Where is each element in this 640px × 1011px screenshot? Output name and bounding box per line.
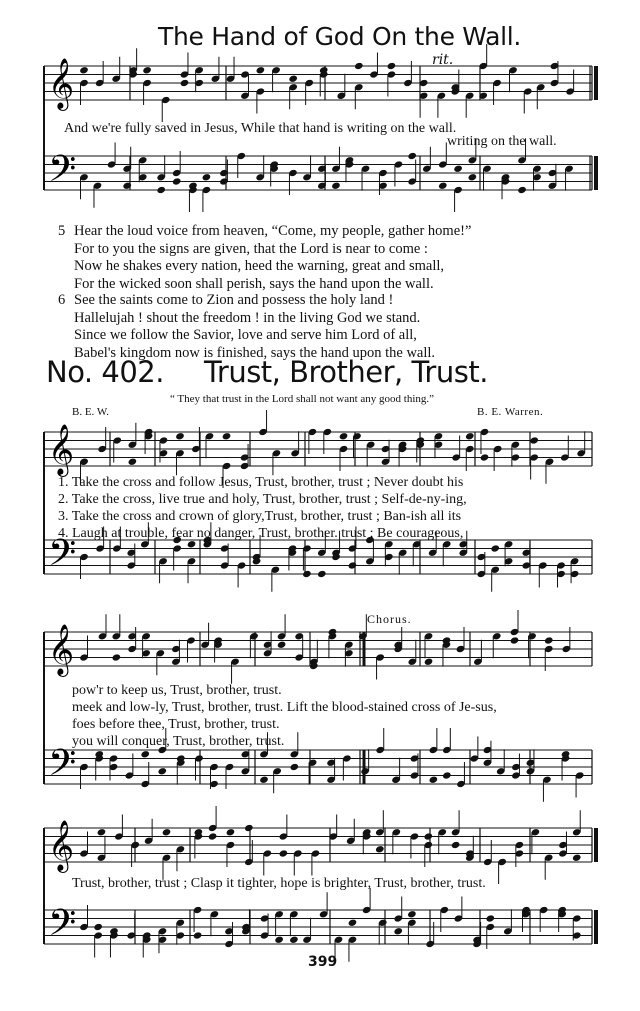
bass-clef: 𝄢 — [48, 742, 77, 793]
stanza-line: Now he shakes every nation, heed the warning, great and small, — [74, 258, 445, 274]
note-head — [544, 636, 554, 644]
note-head — [375, 845, 385, 853]
stanza-number: 6 — [58, 292, 66, 308]
verse-line: pow'r to keep us, Trust, brother, trust. — [72, 683, 282, 698]
note-head — [465, 432, 475, 440]
note-head — [485, 914, 495, 922]
lyric-echo: writing on the wall. — [447, 134, 557, 149]
note-head — [202, 173, 212, 181]
note-head — [180, 79, 190, 87]
stanza-5 — [58, 223, 471, 293]
page-number: 399 — [308, 954, 338, 970]
note-head — [274, 936, 284, 944]
note-head — [423, 832, 433, 840]
note-head — [290, 763, 300, 771]
note-head — [259, 776, 269, 784]
stanza-line: Since we follow the Savior, love and serve him Lord of all, — [74, 327, 417, 343]
lyricist: B. E. W. — [72, 406, 109, 418]
note-head — [453, 165, 463, 173]
stanza-line: See the saints come to Zion and possess the holy land ! — [74, 292, 394, 308]
verse-line: foes before thee, Trust, brother, trust. — [72, 717, 280, 732]
note-head — [226, 828, 236, 836]
note-head — [162, 828, 172, 836]
verse-line: 1. Take the cross and follow Jesus, Trust, brother, trust ; Never doubt his — [58, 475, 464, 490]
previous-hymn-title: The Hand of God On the Wall. — [158, 22, 522, 51]
verse-block-1 — [58, 474, 467, 542]
note-head — [339, 432, 349, 440]
note-head — [407, 152, 417, 160]
tempo-mark: rit. — [432, 52, 454, 68]
chorus-line: Trust, brother, trust ; Clasp it tighter, hope is brighter, Trust, brother, trust. — [72, 876, 486, 891]
note-head — [193, 931, 203, 939]
note-head — [317, 570, 327, 578]
epigraph: “ They that trust in the Lord shall not want any good thing.” — [170, 393, 435, 405]
note-head — [468, 173, 478, 181]
note-head — [424, 658, 434, 666]
verse-line: you will conquer, Trust, brother, trust. — [72, 734, 285, 749]
hymn-heading — [46, 355, 488, 389]
verse-line: 4. Laugh at trouble, fear no danger, Trust, brother. trust ; Be courageous, — [58, 526, 464, 541]
note-head — [510, 636, 520, 644]
note-head — [331, 182, 341, 190]
bass-clef: 𝄢 — [48, 532, 77, 583]
note-head — [256, 66, 266, 74]
note-head — [172, 177, 182, 185]
chorus-label: Chorus. — [367, 612, 412, 626]
note-head — [490, 544, 500, 552]
stanza-line: For the wicked soon shall perish, says the hand upon the wall. — [74, 275, 434, 292]
note-head — [142, 66, 152, 74]
note-head — [277, 641, 287, 649]
note-head — [480, 453, 490, 461]
note-head — [451, 841, 461, 849]
note-head — [429, 776, 439, 784]
stanza-line: Babel's kingdom now is finished, says the hand upon the wall. — [74, 344, 436, 361]
note-head — [442, 771, 452, 779]
treble-clef: 𝄞 — [48, 820, 75, 871]
note-head — [175, 432, 185, 440]
note-head — [244, 824, 254, 832]
verse-line: meek and low-ly, Trust, brother, trust. Lift the blood-stained cross of Je-sus, — [72, 700, 497, 715]
bass-clef: 𝄢 — [48, 902, 77, 953]
hymn-title: Trust, Brother, Trust. — [203, 355, 488, 389]
note-head — [348, 919, 358, 927]
treble-clef: 𝄞 — [48, 424, 75, 475]
stanza-number: 5 — [58, 223, 66, 239]
stanza-line: Hallelujah ! shout the freedom ! in the living God we stand. — [74, 309, 421, 326]
verse-line: 2. Take the cross, live true and holy, Trust, brother, trust ; Self-de-ny-ing, — [58, 492, 467, 507]
note-head — [140, 750, 150, 758]
note-head — [438, 182, 448, 190]
note-head — [208, 832, 218, 840]
note-head — [354, 62, 364, 70]
note-head — [156, 186, 166, 194]
note-head — [157, 767, 167, 775]
note-head — [97, 828, 107, 836]
composer: B. E. Warren. — [477, 406, 544, 418]
stanza-6 — [58, 292, 435, 362]
note-head — [348, 561, 358, 569]
note-head — [222, 432, 232, 440]
note-head — [387, 62, 397, 70]
note-head — [393, 927, 403, 935]
stanza-line: Hear the loud voice from heaven, “Come, my people, gather home!” — [74, 223, 472, 239]
bass-clef: 𝄢 — [48, 148, 77, 199]
note-head — [517, 186, 527, 194]
lyric-line: And we're fully saved in Jesus, While that hand is writing on the wall. — [64, 121, 457, 136]
note-head — [93, 923, 103, 931]
note-head — [529, 436, 539, 444]
note-head — [302, 570, 312, 578]
verse-line: 3. Take the cross and crown of glory,Trust, brother, trust ; Ban-ish all its — [58, 509, 462, 524]
verse-block-2 — [72, 682, 497, 750]
hymn-number: No. 402. — [46, 355, 164, 389]
note-head — [112, 653, 122, 661]
stanza-line: For to you the signs are given, that the Lord is near to come : — [74, 240, 428, 257]
treble-clef: 𝄞 — [48, 624, 75, 675]
treble-clef: 𝄞 — [48, 58, 75, 109]
note-head — [407, 910, 417, 918]
note-head — [79, 66, 89, 74]
note-head — [289, 936, 299, 944]
note-head — [279, 849, 289, 857]
note-head — [288, 75, 298, 83]
note-head — [128, 458, 138, 466]
note-head — [572, 854, 582, 862]
